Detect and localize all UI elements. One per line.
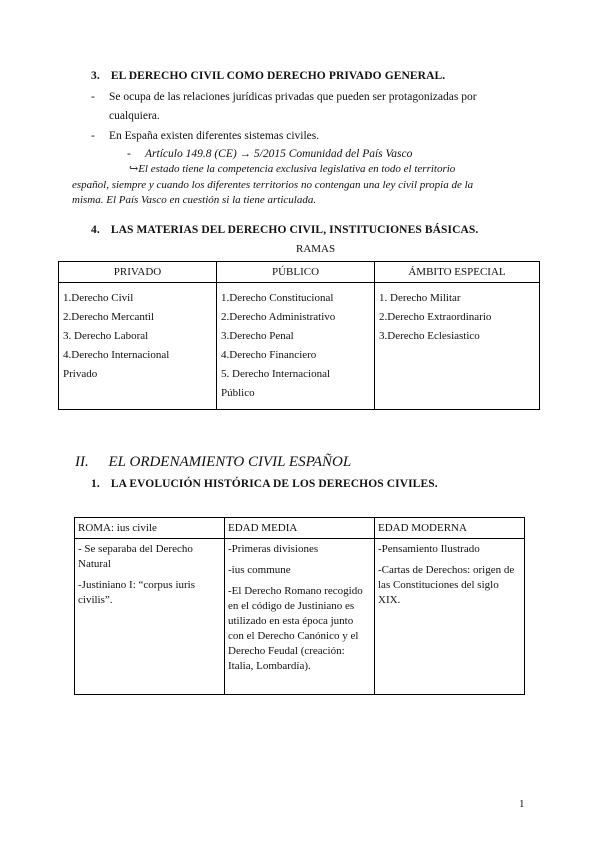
- list-item: 2.Derecho Extraordinario: [379, 311, 492, 323]
- list-item: 1. Derecho Militar: [379, 292, 461, 304]
- section-ii-title: EL ORDENAMIENTO CIVIL ESPAÑOL: [108, 454, 352, 470]
- header-edad-moderna: EDAD MODERNA: [375, 518, 525, 539]
- list-item: 4.Derecho Financiero: [221, 349, 317, 361]
- roma-cell: [75, 539, 225, 695]
- list-item: Privado: [63, 368, 98, 380]
- cell-paragraph: - Se separaba del Derecho Natural: [78, 543, 193, 570]
- subsection-heading: [91, 478, 438, 490]
- section-3-heading: [91, 70, 445, 82]
- header-edad-media: EDAD MEDIA: [225, 518, 375, 539]
- subsection-number: 1.: [91, 478, 100, 490]
- list-item: Público: [221, 387, 255, 399]
- cell-paragraph: -Primeras divisiones: [228, 543, 319, 555]
- note-line: español, siempre y cuando los diferentes territorios no contengan una ley civil propia de la: [72, 179, 474, 191]
- cell-paragraph: -ius commune: [228, 564, 291, 576]
- header-ambito-especial: ÁMBITO ESPECIAL: [375, 262, 540, 283]
- bullet-dash: -: [91, 91, 95, 103]
- historia-table: [74, 517, 525, 695]
- bullet-dash: -: [91, 130, 95, 142]
- sub-bullet-dash: -: [127, 148, 131, 160]
- header-privado: PRIVADO: [59, 262, 217, 283]
- sub-bullet-text: Artículo 149.8 (CE) → 5/2015 Comunidad del País Vasco: [145, 148, 413, 160]
- list-item: 2.Derecho Administrativo: [221, 311, 336, 323]
- list-item: 4.Derecho Internacional: [63, 349, 170, 361]
- header-publico: PÚBLICO: [217, 262, 375, 283]
- section-ii-heading: [75, 454, 351, 471]
- publico-cell: [217, 283, 375, 410]
- list-item: 3.Derecho Eclesiastico: [379, 330, 480, 342]
- list-item: 2.Derecho Mercantil: [63, 311, 155, 323]
- bullet-text: En España existen diferentes sistemas civiles.: [109, 130, 320, 142]
- edad-media-cell: [225, 539, 375, 695]
- cell-paragraph: -El Derecho Romano recogido en el código de Justiniano es utilizado en esta época junto con el Derecho Canónico y el Derecho Feudal (creación: Italia, Lombardía).: [228, 585, 363, 672]
- list-item: 3. Derecho Laboral: [63, 330, 149, 342]
- section-4-heading: [91, 224, 478, 236]
- subsection-title: LA EVOLUCIÓN HISTÓRICA DE LOS DERECHOS CIVILES.: [110, 478, 438, 490]
- cell-paragraph: -Pensamiento Ilustrado: [378, 543, 480, 555]
- note-line: ↪El estado tiene la competencia exclusiva legislativa en todo el territorio: [129, 163, 456, 175]
- list-item: 3.Derecho Penal: [221, 330, 294, 342]
- list-item: 5. Derecho Internacional: [221, 368, 331, 380]
- section-ii-number: II.: [75, 454, 89, 470]
- cell-paragraph: -Justiniano I: “corpus iuris civilis”.: [78, 579, 196, 606]
- bullet-text: Se ocupa de las relaciones jurídicas privadas que pueden ser protagonizadas por: [109, 91, 477, 103]
- section-3-title: EL DERECHO CIVIL COMO DERECHO PRIVADO GENERAL.: [110, 70, 446, 82]
- bullet-text-cont: cualquiera.: [109, 110, 160, 122]
- ramas-table: [58, 261, 540, 410]
- section-4-number: 4.: [91, 224, 100, 236]
- privado-cell: [59, 283, 217, 410]
- cell-paragraph: -Cartas de Derechos: origen de las Constituciones del siglo XIX.: [378, 564, 515, 606]
- list-item: 1.Derecho Constitucional: [221, 292, 334, 304]
- especial-cell: [375, 283, 540, 410]
- header-roma: ROMA: ius civile: [75, 518, 225, 539]
- list-item: 1.Derecho Civil: [63, 292, 134, 304]
- page-number: 1: [519, 798, 525, 810]
- edad-moderna-cell: [375, 539, 525, 695]
- section-4-title: LAS MATERIAS DEL DERECHO CIVIL, INSTITUCIONES BÁSICAS.: [110, 224, 479, 236]
- table-caption: RAMAS: [296, 243, 336, 255]
- section-3-number: 3.: [91, 70, 100, 82]
- note-line: misma. El País Vasco en cuestión si la tiene articulada.: [72, 194, 317, 206]
